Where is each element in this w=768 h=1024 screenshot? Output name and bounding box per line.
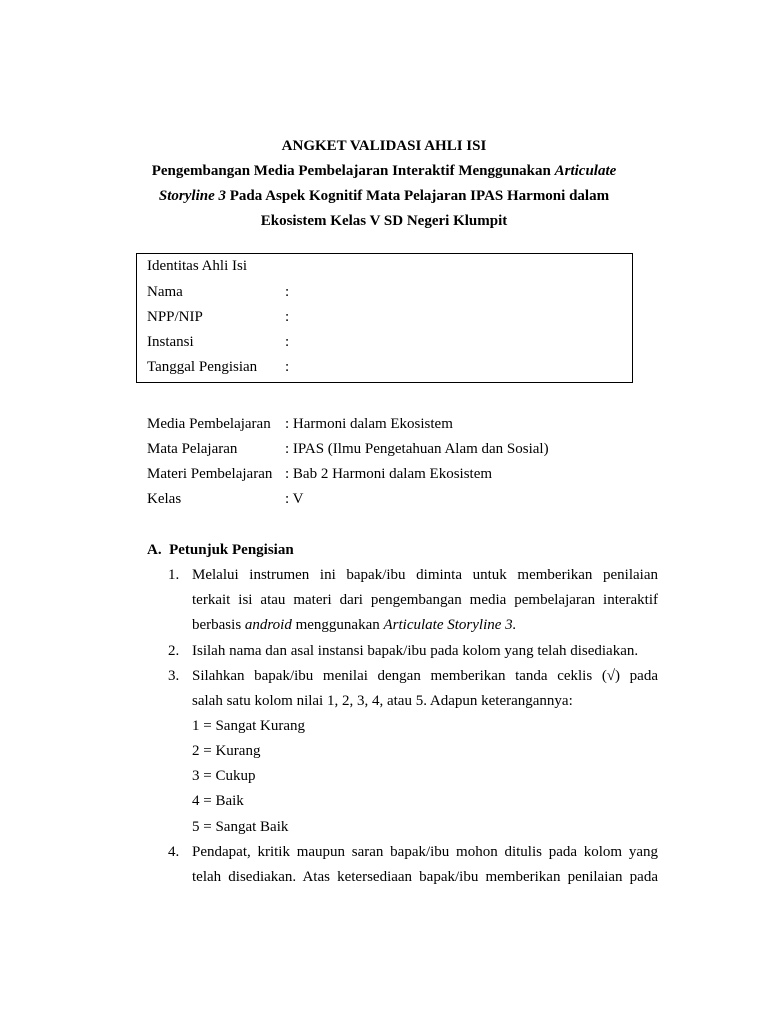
item-2-line-1: Isilah nama dan asal instansi bapak/ibu pada kolom yang telah disediakan. [192, 643, 639, 659]
subtitle-text: Pada Aspek Kognitif Mata Pelajaran IPAS Harmoni dalam [226, 188, 610, 204]
identity-sep-nip: : [285, 309, 290, 325]
list-number-1: 1. [168, 567, 180, 583]
subtitle-italic: Storyline 3 [158, 188, 227, 204]
identity-sep-tanggal: : [285, 359, 290, 375]
scale-item-1: 1 = Sangat Kurang [192, 718, 306, 734]
info-label-kelas: Kelas [147, 491, 182, 507]
item-italic: android [244, 617, 292, 633]
item-italic: Articulate Storyline 3. [383, 617, 517, 633]
item-1-line-3 [192, 616, 516, 634]
scale-item-2: 2 = Kurang [192, 743, 261, 759]
subtitle-italic: Articulate [554, 163, 617, 179]
document-title: ANGKET VALIDASI AHLI ISI [281, 138, 487, 154]
info-label-mapel: Mata Pelajaran [147, 441, 238, 457]
item-3-line-1: Silahkan bapak/ibu menilai dengan memberikan tanda ceklis (√) pada [192, 668, 658, 684]
identity-sep-nama: : [285, 284, 290, 300]
info-value-kelas: : V [285, 491, 304, 507]
identity-label-nama: Nama [147, 284, 183, 300]
list-number-4: 4. [168, 844, 180, 860]
item-1-line-1: Melalui instrumen ini bapak/ibu diminta untuk memberikan penilaian [192, 567, 658, 583]
info-value-materi: : Bab 2 Harmoni dalam Ekosistem [285, 466, 493, 482]
info-value-mapel: : IPAS (Ilmu Pengetahuan Alam dan Sosial) [285, 441, 549, 457]
section-heading: A. Petunjuk Pengisian [147, 542, 294, 558]
scale-item-5: 5 = Sangat Baik [192, 819, 289, 835]
list-number-2: 2. [168, 643, 180, 659]
item-text: berbasis [192, 617, 245, 633]
subtitle-line-1 [0, 162, 768, 180]
scale-item-4: 4 = Baik [192, 793, 244, 809]
list-number-3: 3. [168, 668, 180, 684]
identity-label-nip: NPP/NIP [147, 309, 203, 325]
identity-label-tanggal: Tanggal Pengisian [147, 359, 258, 375]
item-4-line-2: telah disediakan. Atas ketersediaan bapak/ibu memberikan penilaian pada [192, 869, 658, 885]
subtitle-text: Pengembangan Media Pembelajaran Interaktif Menggunakan [151, 163, 555, 179]
info-label-media: Media Pembelajaran [147, 416, 271, 432]
scale-item-3: 3 = Cukup [192, 768, 256, 784]
item-4-line-1: Pendapat, kritik maupun saran bapak/ibu mohon ditulis pada kolom yang [192, 844, 658, 860]
item-1-line-2: terkait isi atau materi dari pengembangan media pembelajaran interaktif [192, 592, 658, 608]
subtitle-line-2 [0, 187, 768, 205]
identity-label-instansi: Instansi [147, 334, 194, 350]
subtitle-line-3: Ekosistem Kelas V SD Negeri Klumpit [260, 213, 508, 229]
identity-heading: Identitas Ahli Isi [147, 258, 247, 274]
item-3-line-2: salah satu kolom nilai 1, 2, 3, 4, atau 5. Adapun keterangannya: [192, 693, 573, 709]
item-text: menggunakan [291, 617, 384, 633]
info-value-media: : Harmoni dalam Ekosistem [285, 416, 453, 432]
info-label-materi: Materi Pembelajaran [147, 466, 273, 482]
identity-sep-instansi: : [285, 334, 290, 350]
